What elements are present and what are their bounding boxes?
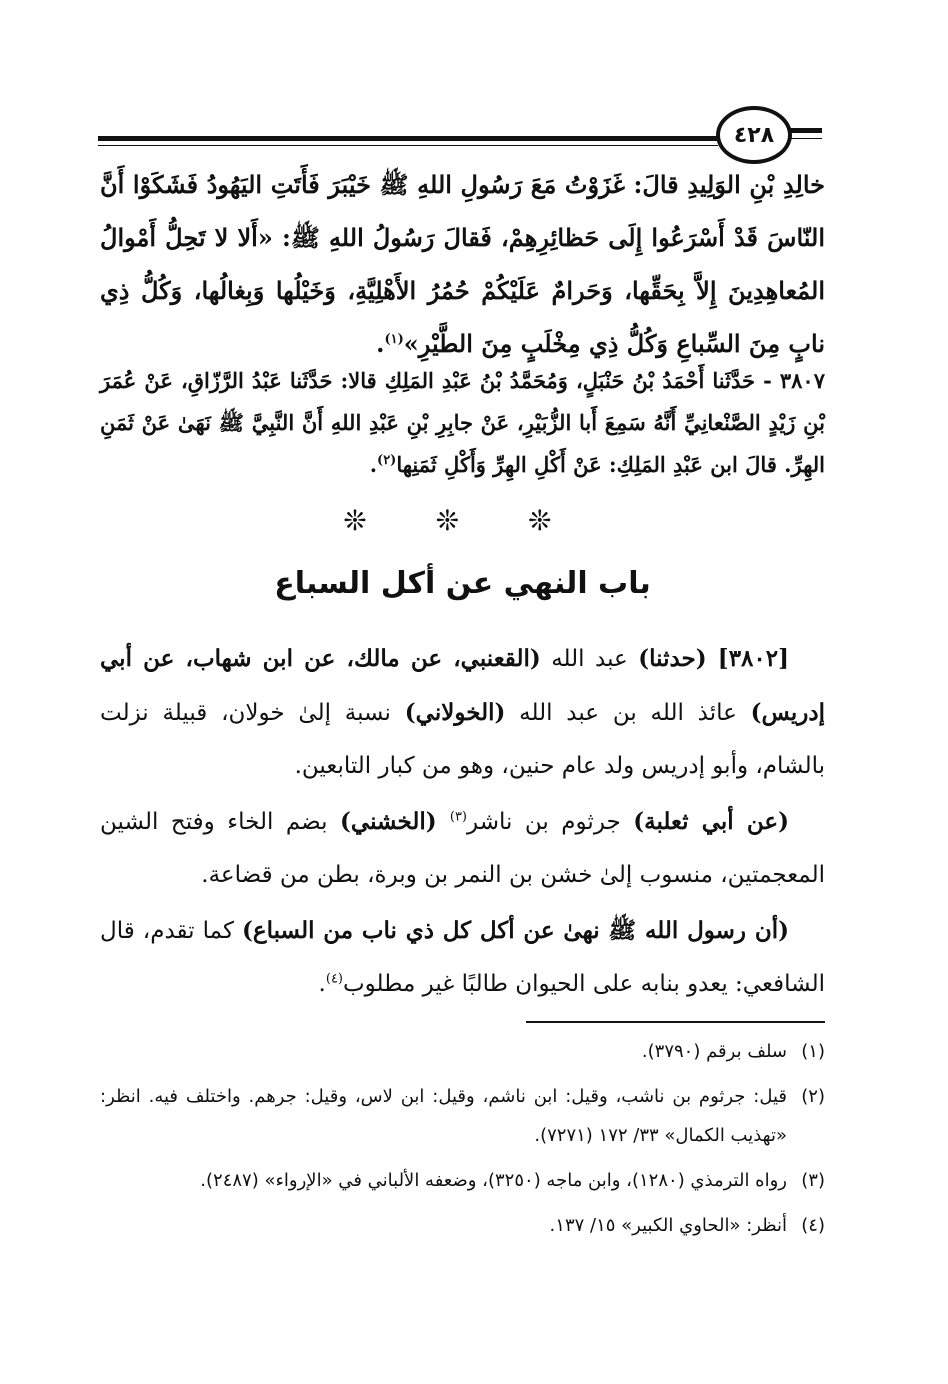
hadith-1-end: . — [376, 329, 385, 358]
footnote-text: أنظر: «الحاوي الكبير» ١٥/ ١٣٧. — [549, 1215, 787, 1236]
footnote-number: (١) — [801, 1041, 825, 1062]
footnote-text: رواه الترمذي (١٢٨٠)، وابن ماجه (٣٢٥٠)، وضعفه الألباني في «الإرواء» (٢٤٨٧). — [200, 1170, 787, 1191]
hadith-text-2 — [100, 360, 825, 486]
commentary-text: عبد الله — [540, 646, 639, 672]
footnote-ref-3: (٣) — [449, 809, 467, 825]
commentary-paragraph-1 — [100, 632, 825, 793]
commentary-text: كما تقدم، قال الشافعي: يعدو بنابه على الحيوان طالبًا غير مطلوب — [100, 918, 825, 997]
footnote-text: سلف برقم (٣٧٩٠). — [641, 1041, 787, 1062]
footnotes — [100, 1032, 825, 1251]
commentary-text: جرثوم بن ناشر — [467, 809, 634, 835]
footnote-ref-1: (١) — [384, 332, 404, 347]
hadith-2-body: ٣٨٠٧ - حَدَّثَنا أَحْمَدُ بْنُ حَنْبَلٍ، وَمُحَمَّدُ بْنُ عَبْدِ المَلِكِ قالا: حَدَّثَنا عَبْدُ الرَّزّاقِ، عَنْ عُمَرَ بْنِ زَيْدٍ الصَّنْعانِيِّ أَنَّهُ سَمِعَ أَبا الزُّبَيْرِ، عَنْ جابِرِ بْنِ عَبْدِ اللهِ أَنَّ النَّبِيَّ ﷺ نَهَىٰ عَنْ ثَمَنِ الهِرِّ. قالَ ابن عَبْدِ المَلِكِ: عَنْ أَكْلِ الهِرِّ وَأَكْلِ ثَمَنِها — [100, 368, 825, 477]
hadith-text-1 — [100, 158, 825, 370]
commentary-text: نسبة إلىٰ خولان، قبيلة نزلت بالشام، وأبو إدريس ولد عام حنين، وهو من كبار التابعين. — [100, 700, 825, 779]
footnote-item — [100, 1032, 825, 1071]
commentary-bold: (عن أبي ثعلبة) — [633, 808, 789, 835]
commentary-paragraph-3 — [100, 904, 825, 1011]
commentary — [100, 632, 825, 1013]
footnote-number: (٢) — [801, 1086, 825, 1107]
commentary-bold: (الخولاني) — [404, 699, 506, 726]
footnote-item — [100, 1161, 825, 1200]
header-rule-right-thin — [788, 138, 822, 139]
section-separator: ❊ ❊ ❊ — [343, 504, 582, 537]
header-rule-thin — [98, 145, 718, 146]
commentary-end: . — [318, 971, 326, 997]
header-rule — [98, 136, 718, 141]
footnote-divider — [526, 1021, 825, 1023]
footnote-text: قيل: جرثوم بن ناشب، وقيل: ابن ناشم، وقيل: ابن لاس، وقيل: جرهم. واختلف فيه. انظر: «تهذيب الكمال» ٣٣/ ١٧٢ (٧٢٧١). — [100, 1086, 787, 1146]
commentary-paragraph-2 — [100, 795, 825, 902]
footnote-number: (٤) — [801, 1215, 825, 1236]
commentary-text: عائذ الله بن عبد الله — [505, 700, 751, 726]
page-number: ٤٢٨ — [716, 106, 792, 164]
commentary-text: بضم الخاء وفتح الشين المعجمتين، منسوب إلىٰ خشن بن النمر بن وبرة، بطن من قضاعة. — [100, 809, 825, 888]
footnote-item — [100, 1206, 825, 1245]
footnote-number: (٣) — [801, 1170, 825, 1191]
commentary-bold: [٣٨٠٢] (حدثنا) — [638, 645, 790, 672]
commentary-bold: (الخشني) — [340, 808, 450, 835]
footnote-ref-4: (٤) — [325, 971, 343, 987]
commentary-bold: (القعنبي، عن مالك، عن ابن شهاب، عن أبي إدريس) — [100, 645, 826, 726]
footnote-ref-2: (٢) — [377, 453, 397, 468]
footnote-item — [100, 1077, 825, 1155]
hadith-1-body: خالِدِ بْنِ الوَلِيدِ قالَ: غَزَوْتُ مَعَ رَسُولِ اللهِ ﷺ خَيْبَرَ فَأَتَتِ اليَهُودُ فَشَكَوْا أَنَّ النّاسَ قَدْ أَسْرَعُوا إِلَى حَظائِرِهِمْ، فَقالَ رَسُولُ اللهِ ﷺ: «أَلا لا تَحِلُّ أَمْوالُ المُعاهِدِينَ إِلاَّ بِحَقِّها، وَحَرامٌ عَلَيْكُمْ حُمُرُ الأَهْلِيَّةِ، وَخَيْلُها وَبِغالُها، وَكُلُّ ذِي نابٍ مِنَ السِّباعِ وَكُلُّ ذِي مِخْلَبٍ مِنَ الطَّيْرِ» — [100, 170, 826, 358]
chapter-title: باب النهي عن أكل السباع — [274, 566, 651, 601]
header-rule-right — [788, 128, 822, 133]
hadith-2-end: . — [369, 452, 378, 477]
commentary-bold: (أن رسول الله ﷺ نهىٰ عن أكل كل ذي ناب من السباع) — [242, 917, 789, 944]
